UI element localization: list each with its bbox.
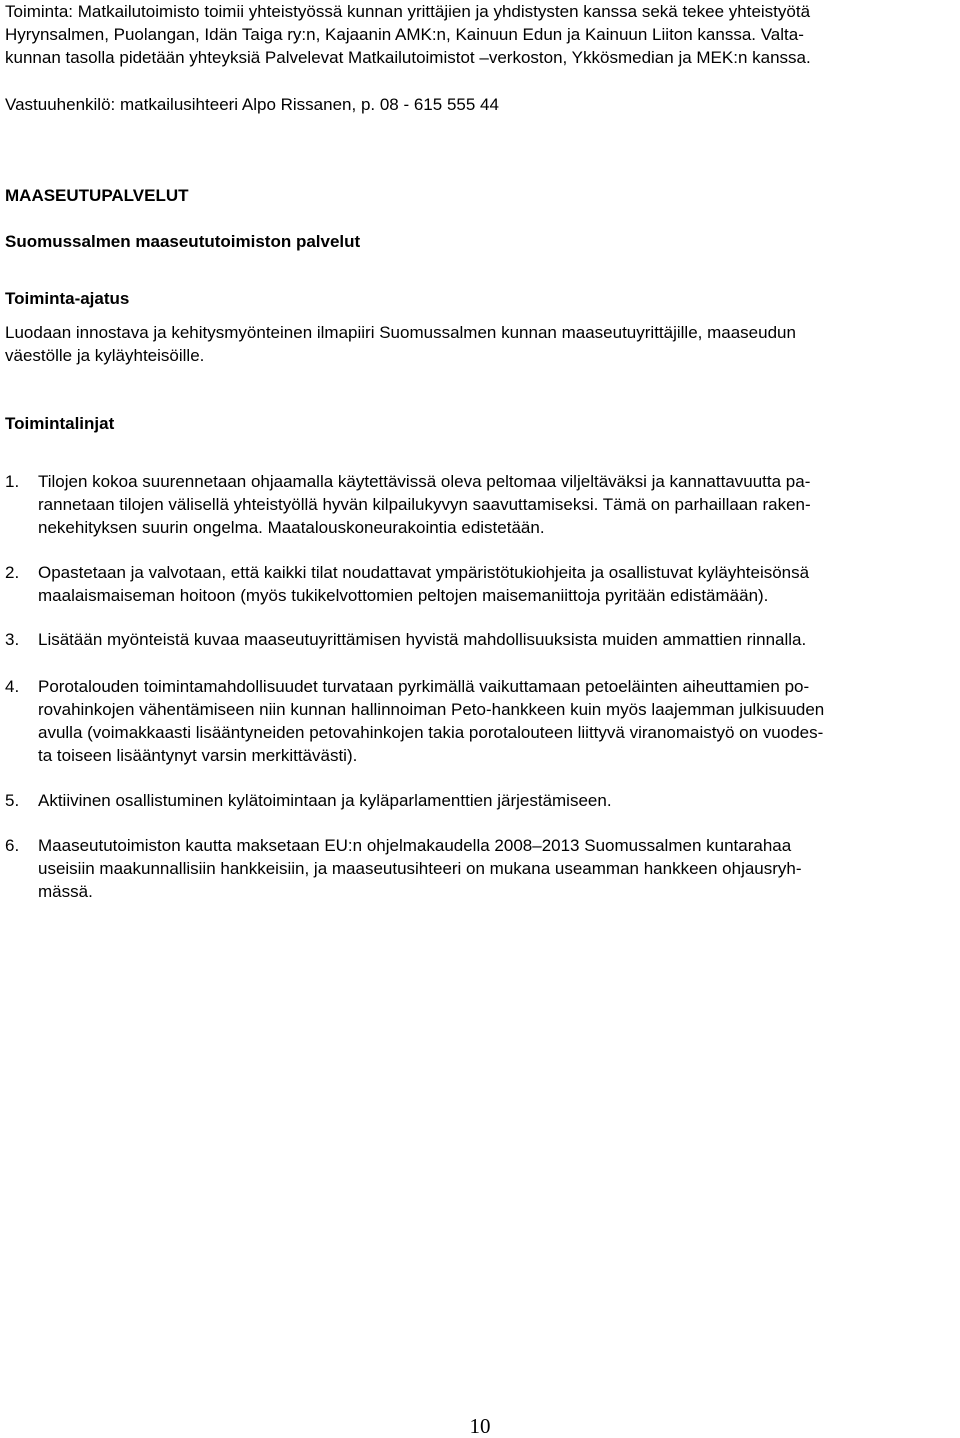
page-number: 10 — [469, 1414, 491, 1438]
item-number: 3. — [5, 630, 20, 649]
item-line: Tilojen kokoa suurennetaan ohjaamalla käytettävissä oleva peltomaa viljeltäväksi ja kannattavuutta pa- — [38, 472, 811, 491]
item-line: Porotalouden toimintamahdollisuudet turvataan pyrkimällä vaikuttamaan petoeläinten aiheuttamien po- — [38, 677, 810, 696]
item-line: maalaismaiseman hoitoon (myös tukikelvottomien peltojen maisemaniittoja pyritään edistämään). — [38, 586, 769, 605]
intro-paragraph — [5, 0, 956, 69]
item-line: ta toiseen lisääntynyt varsin merkittävästi). — [38, 746, 358, 765]
guideline-item-1 — [5, 470, 956, 539]
guideline-item-6 — [5, 834, 956, 903]
item-line: Opastetaan ja valvotaan, että kaikki tilat noudattavat ympäristötukiohjeita ja osallistuvat kyläyhteisönsä — [38, 563, 810, 582]
item-number: 5. — [5, 791, 20, 810]
item-line: mässä. — [38, 882, 93, 901]
mission-heading — [5, 287, 956, 310]
item-text — [38, 675, 956, 767]
item-line: useisiin maakunnallisiin hankkeisiin, ja maaseutusihteeri on mukana useamman hankkeen ohjausryh- — [38, 859, 802, 878]
mission-line: Luodaan innostava ja kehitysmyönteinen ilmapiiri Suomussalmen kunnan maaseutuyrittäjille, maaseudun — [5, 323, 796, 342]
subsection-title-text: Suomussalmen maaseututoimiston palvelut — [5, 232, 361, 251]
item-number: 6. — [5, 836, 20, 855]
item-text — [38, 561, 956, 607]
item-text — [38, 628, 956, 651]
guideline-item-3 — [5, 628, 956, 651]
intro-line: Hyrynsalmen, Puolangan, Idän Taiga ry:n, Kajaanin AMK:n, Kainuun Edun ja Kainuun Liiton kanssa. Valta- — [5, 25, 804, 44]
guideline-item-2 — [5, 561, 956, 607]
guideline-item-5 — [5, 789, 956, 812]
intro-line: kunnan tasolla pidetään yhteyksiä Palvelevat Matkailutoimistot –verkoston, Ykkösmedian ja MEK:n kanssa. — [5, 48, 811, 67]
guideline-item-4 — [5, 675, 956, 767]
item-number: 1. — [5, 472, 20, 491]
item-line: avulla (voimakkaasti lisääntyneiden petovahinkojen takia porotalouteen liittyvä viranomaistyö on vuodes- — [38, 723, 824, 742]
subsection-title — [5, 230, 956, 253]
section-title-text: MAASEUTUPALVELUT — [5, 186, 189, 205]
intro-line: Toiminta: Matkailutoimisto toimii yhteistyössä kunnan yrittäjien ja yhdistysten kanssa sekä tekee yhteistyötä — [5, 2, 811, 21]
guidelines-heading-text: Toimintalinjat — [5, 414, 115, 433]
item-number: 2. — [5, 563, 20, 582]
item-line: rovahinkojen vähentämiseen niin kunnan hallinnoiman Peto-hankkeen kuin myös laajemman julkisuuden — [38, 700, 825, 719]
contact-line — [5, 93, 956, 116]
item-line: Aktiivinen osallistuminen kylätoimintaan ja kyläparlamenttien järjestämiseen. — [38, 791, 612, 810]
item-number: 4. — [5, 677, 20, 696]
section-title — [5, 184, 956, 207]
item-line: Maaseututoimiston kautta maksetaan EU:n ohjelmakaudella 2008–2013 Suomussalmen kuntarahaa — [38, 836, 792, 855]
item-text — [38, 834, 956, 903]
guidelines-heading — [5, 412, 956, 435]
mission-paragraph — [5, 321, 956, 367]
item-text — [38, 470, 956, 539]
contact-text: Vastuuhenkilö: matkailusihteeri Alpo Rissanen, p. 08 - 615 555 44 — [5, 95, 499, 114]
mission-heading-text: Toiminta-ajatus — [5, 289, 130, 308]
item-line: Lisätään myönteistä kuvaa maaseutuyrittämisen hyvistä mahdollisuuksista muiden ammattien rinnalla. — [38, 630, 807, 649]
mission-line: väestölle ja kyläyhteisöille. — [5, 346, 205, 365]
item-text — [38, 789, 956, 812]
item-line: rannetaan tilojen välisellä yhteistyöllä hyvän kilpailukyvyn saavuttamiseksi. Tämä on parhaillaan raken- — [38, 495, 811, 514]
item-line: nekehityksen suurin ongelma. Maatalouskoneurakointia edistetään. — [38, 518, 545, 537]
